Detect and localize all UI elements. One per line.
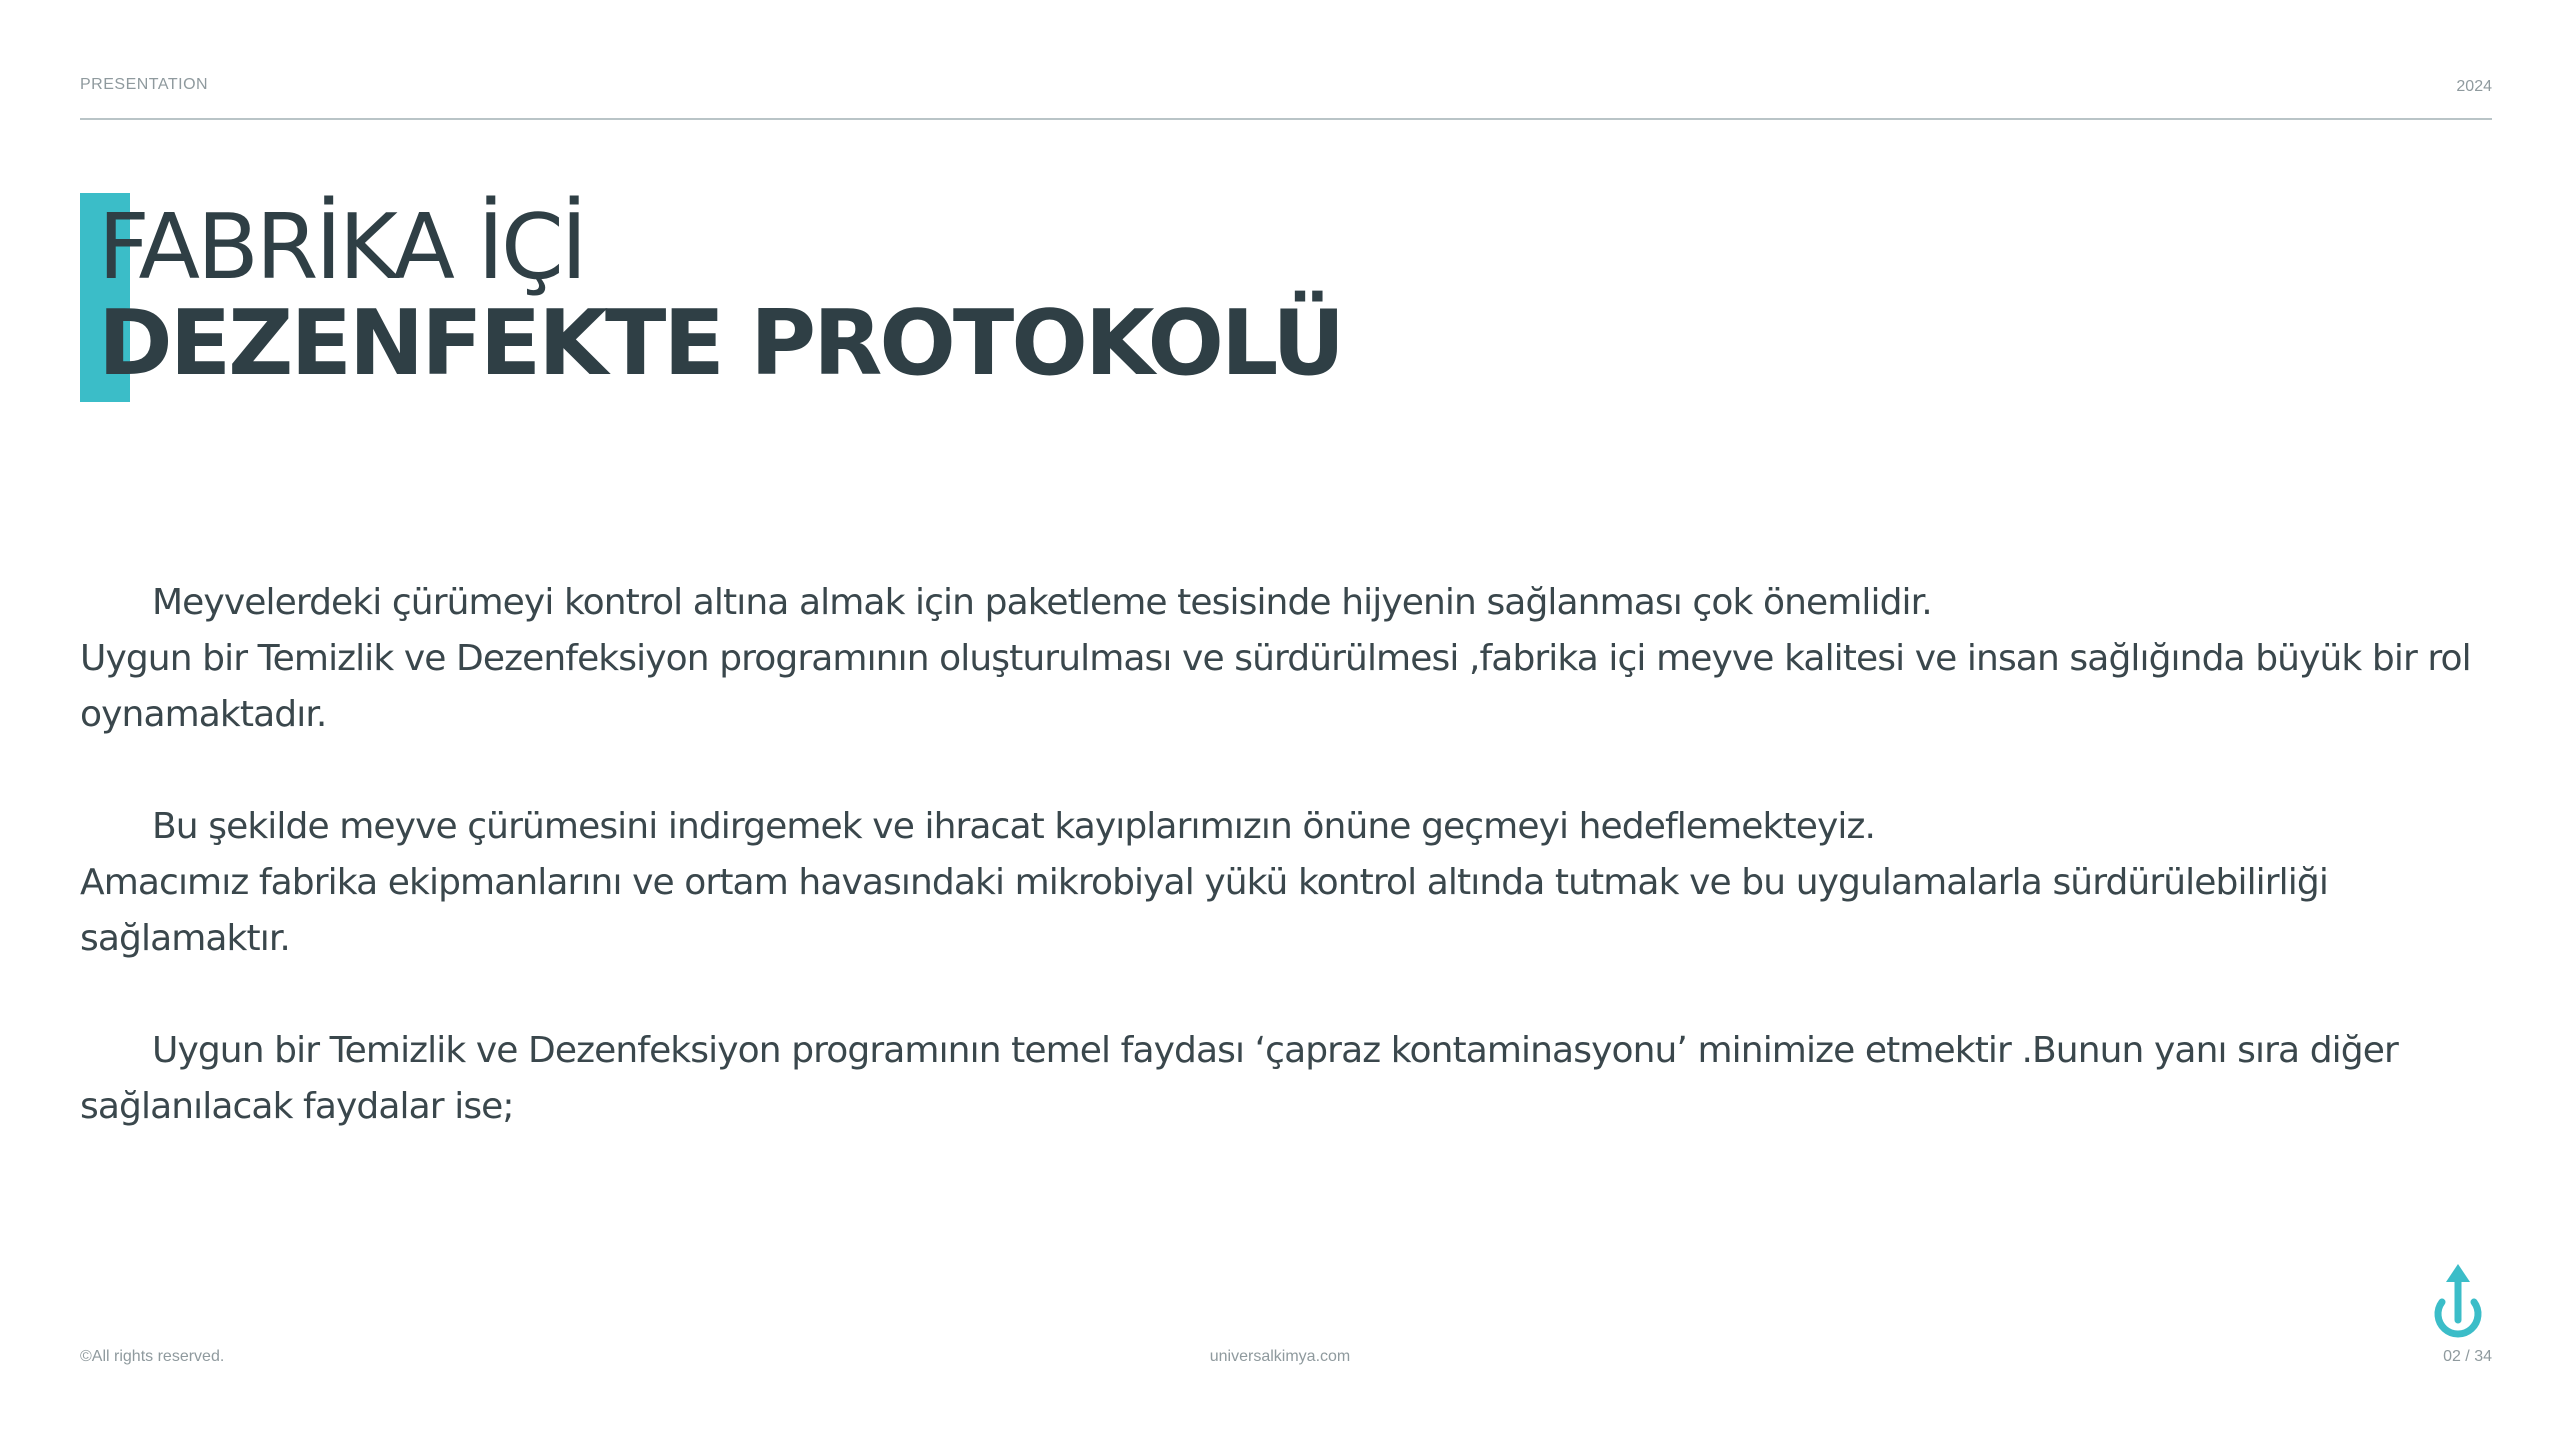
footer-website: universalkimya.com [1209,1348,1351,1365]
body-text [80,575,2500,1191]
header-divider [80,118,2492,120]
drop-arrow-logo-icon [2428,1262,2488,1342]
paragraph-2-first-line: Bu şekilde meyve çürümesini indirgemek ve ihracat kayıplarımızın önüne geçmeyi hedeflemekteyiz. [152,806,1875,847]
title-line-1: FABRİKA İÇİ [98,195,585,300]
paragraph-3 [80,1023,2500,1135]
paragraph-1-rest: Uygun bir Temizlik ve Dezenfeksiyon programının oluşturulması ve sürdürülmesi ,fabrika içi meyve kalitesi ve insan sağlığında büyük bir rol oynamaktadır. [80,638,2471,735]
title-line-2: DEZENFEKTE PROTOKOLÜ [98,291,1343,396]
paragraph-2-rest: Amacımız fabrika ekipmanlarını ve ortam havasındaki mikrobiyal yükü kontrol altında tutmak ve bu uygulamalarla sürdürülebilirliği sağlamaktır. [80,862,2328,959]
paragraph-3-text: Uygun bir Temizlik ve Dezenfeksiyon programının temel faydası ‘çapraz kontaminasyonu’ minimize etmektir .Bunun yanı sıra diğer sağlanılacak faydalar ise; [80,1030,2398,1127]
header-label: PRESENTATION [80,76,209,93]
paragraph-1-first-line: Meyvelerdeki çürümeyi kontrol altına almak için paketleme tesisinde hijyenin sağlanması çok önemlidir. [152,582,1932,623]
header-year: 2024 [2456,78,2492,95]
paragraph-1 [80,575,2500,743]
footer-copyright: ©All rights reserved. [80,1348,225,1365]
paragraph-2 [80,799,2500,967]
footer-page-number: 02 / 34 [2443,1348,2492,1365]
slide-title [98,195,1343,396]
